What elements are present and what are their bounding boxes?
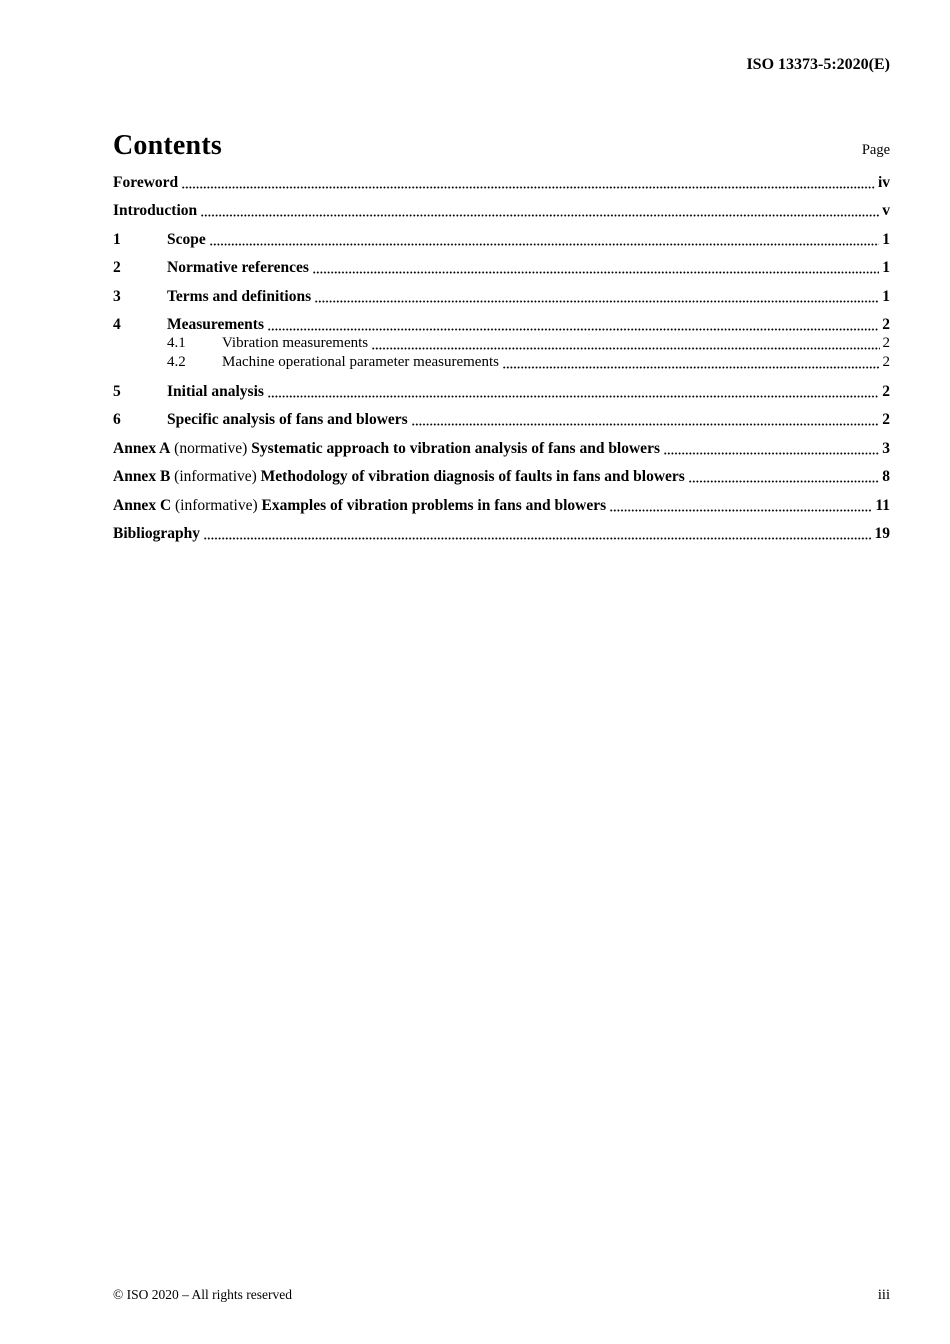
- annex-prefix: Annex A: [113, 439, 171, 457]
- annex-prefix: Annex C: [113, 496, 172, 514]
- annex-title: Systematic approach to vibration analysis of fans and blowers: [251, 439, 660, 457]
- toc-entry-label: Initial analysis: [167, 382, 264, 400]
- contents-heading-row: [113, 129, 890, 161]
- dot-leader: [503, 366, 880, 369]
- toc-entry-page: 2: [882, 354, 890, 371]
- toc-entry-page: 2: [882, 316, 890, 334]
- toc-entry-number: 4.1: [167, 335, 186, 352]
- toc-entry-label: Vibration measurements: [222, 335, 369, 352]
- toc-entry-measurements: [113, 315, 890, 334]
- annex-qualifier: (normative): [174, 439, 248, 457]
- toc-entry-number: 1: [113, 230, 121, 248]
- toc-entry-page: 2: [882, 335, 890, 352]
- toc-entry-page: 1: [882, 287, 890, 305]
- annex-title: Examples of vibration problems in fans and blowers: [261, 496, 607, 514]
- toc-entry-page: 11: [875, 496, 890, 514]
- dot-leader: [313, 271, 879, 274]
- toc-entry-page: v: [882, 202, 890, 220]
- toc-entry-label: Introduction: [113, 202, 198, 220]
- toc-entry-page: 3: [882, 439, 890, 457]
- page-column-label: Page: [861, 142, 890, 159]
- toc-entry-introduction: [113, 201, 890, 220]
- toc-entry-bibliography: [113, 524, 890, 543]
- toc-entry-label: Measurements: [167, 316, 264, 334]
- toc-entry-label: Bibliography: [113, 525, 200, 543]
- toc-entry-number: 4.2: [167, 354, 186, 371]
- toc-entry-label: Scope: [167, 230, 206, 248]
- toc-entry-initial-analysis: [113, 382, 890, 401]
- page-title: Contents: [113, 129, 222, 161]
- toc-entry-number: 4: [113, 316, 121, 334]
- toc-entry-number: 5: [113, 382, 121, 400]
- toc-entry-page: iv: [877, 173, 890, 191]
- toc-entry-label: Machine operational parameter measurements: [222, 354, 499, 371]
- toc-entry-page: 2: [882, 382, 890, 400]
- document-footer: [113, 1287, 890, 1304]
- toc-entry-scope: [113, 230, 890, 249]
- document-page: [113, 0, 890, 543]
- toc-entry-terms-and-definitions: [113, 287, 890, 306]
- toc-entry-annex-c: [113, 496, 890, 515]
- dot-leader: [268, 328, 879, 331]
- toc-subentry-vibration-measurements: [113, 334, 890, 353]
- toc-entry-label: Normative references: [167, 259, 309, 277]
- toc-subentry-machine-operational-parameter-measurements: [113, 353, 890, 372]
- toc-entry-page: 2: [882, 411, 890, 429]
- dot-leader: [204, 537, 872, 540]
- toc-entry-label: Terms and definitions: [167, 287, 312, 305]
- dot-leader: [315, 300, 879, 303]
- toc-entry-foreword: [113, 173, 890, 192]
- toc-entry-page: 8: [882, 468, 890, 486]
- dot-leader: [610, 509, 872, 512]
- dot-leader: [372, 347, 879, 350]
- toc-entry-label: Foreword: [113, 173, 179, 191]
- annex-title: Methodology of vibration diagnosis of faults in fans and blowers: [260, 468, 685, 486]
- dot-leader: [201, 214, 879, 217]
- toc-entry-page: 19: [874, 525, 890, 543]
- toc-entry-number: 2: [113, 259, 121, 277]
- toc-entry-annex-a: [113, 439, 890, 458]
- document-header: [113, 56, 890, 74]
- annex-qualifier: (informative): [175, 496, 258, 514]
- toc-entry-number: 6: [113, 411, 121, 429]
- toc-entry-specific-analysis: [113, 410, 890, 429]
- table-of-contents: [113, 173, 890, 544]
- toc-entry-label: Specific analysis of fans and blowers: [167, 411, 408, 429]
- dot-leader: [210, 243, 880, 246]
- footer-page-number: iii: [877, 1287, 890, 1303]
- dot-leader: [412, 423, 880, 426]
- toc-entry-page: 1: [882, 259, 890, 277]
- header-doc-number: ISO 13373-5:2020(E): [746, 56, 890, 73]
- toc-entry-number: 3: [113, 287, 121, 305]
- toc-entry-label: [113, 439, 660, 458]
- dot-leader: [689, 480, 879, 483]
- dot-leader: [182, 186, 875, 189]
- toc-entry-annex-b: [113, 467, 890, 486]
- annex-prefix: Annex B: [113, 468, 171, 486]
- toc-entry-page: 1: [882, 230, 890, 248]
- annex-qualifier: (informative): [174, 468, 257, 486]
- toc-entry-normative-references: [113, 258, 890, 277]
- footer-copyright: © ISO 2020 – All rights reserved: [113, 1287, 292, 1302]
- toc-entry-label: [113, 467, 685, 486]
- dot-leader: [664, 452, 879, 455]
- toc-entry-label: [113, 496, 606, 515]
- dot-leader: [268, 395, 879, 398]
